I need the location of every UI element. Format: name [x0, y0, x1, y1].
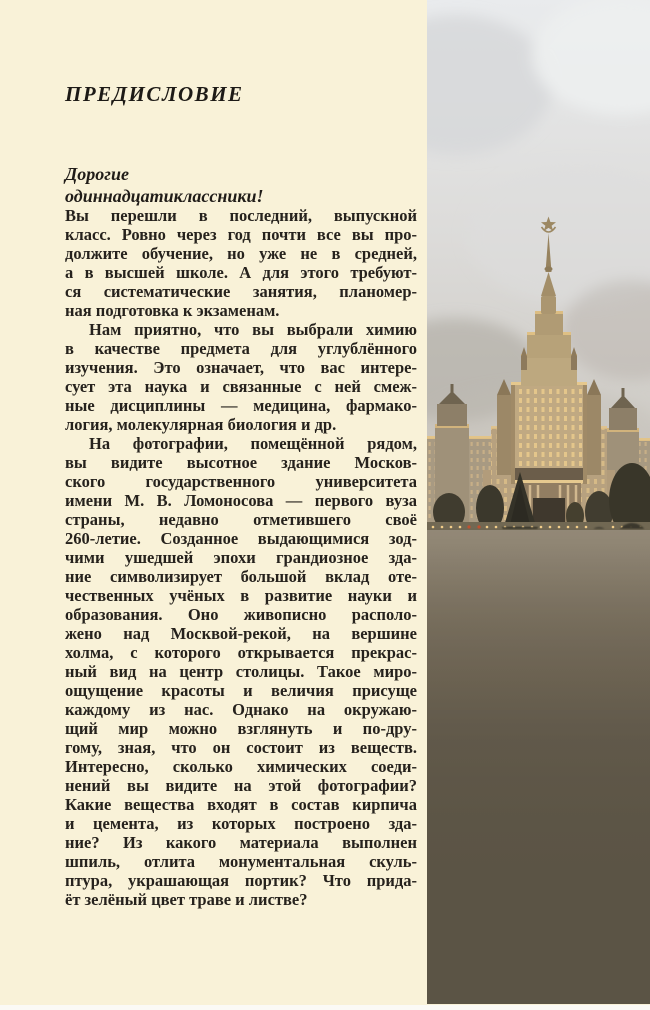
text-line: нений вы видите на этой фотографии?	[65, 776, 417, 795]
water-murk	[427, 545, 650, 1004]
text-line: ся систематические занятия, планомер-	[65, 282, 417, 301]
salutation-line: Дорогие	[65, 164, 129, 184]
text-line: должите обучение, но уже не в средней,	[65, 244, 417, 263]
paragraph	[65, 206, 417, 320]
text-line: шпиль, отлита монументальная скуль-	[65, 852, 417, 871]
text-line: ёт зелёный цвет траве и листве?	[65, 890, 308, 909]
text-line: Вы перешли в последний, выпускной	[65, 206, 417, 225]
body-text	[65, 206, 417, 909]
paragraph	[65, 434, 417, 909]
text-line: щий мир можно взглянуть и по-дру-	[65, 719, 417, 738]
msu-building-photo	[427, 0, 650, 1004]
text-line: холма, с которого открывается прекрас-	[65, 643, 417, 662]
text-line: чими ушедшей эпохи грандиозное зда-	[65, 548, 417, 567]
text-line: ные дисциплины — медицина, фармако-	[65, 396, 417, 415]
text-line: Нам приятно, что вы выбрали химию	[89, 320, 417, 339]
text-line: ние символизирует большой вклад оте-	[65, 567, 417, 586]
text-line: птура, украшающая портик? Что прида-	[65, 871, 417, 890]
text-line: класс. Ровно через год почти все вы про-	[65, 225, 417, 244]
text-line: логия, молекулярная биология и др.	[65, 415, 337, 434]
text-line: чественных учёных в развитие науки и	[65, 586, 417, 605]
text-line: ная подготовка к экзаменам.	[65, 301, 280, 320]
salutation	[65, 163, 263, 207]
salutation-line: одиннадцатиклассники!	[65, 186, 264, 206]
entrance	[533, 498, 565, 524]
text-line: жено над Москвой-рекой, на вершине	[65, 624, 417, 643]
text-line: ского государственного университета	[65, 472, 417, 491]
text-line: имени М. В. Ломоносова — первого вуза	[65, 491, 417, 510]
text-line: сует эта наука и связанные с ней смеж-	[65, 377, 417, 396]
msu-photo-illustration	[427, 0, 650, 1004]
text-line: а в высшей школе. А для этого требуют-	[65, 263, 417, 282]
text-line: ощущение красоты и величия присуще	[65, 681, 417, 700]
text-line: 260-летие. Созданное выдающимися зод-	[65, 529, 417, 548]
text-line: Какие вещества входят в состав кирпича	[65, 795, 417, 814]
text-line: вы видите высотное здание Москов-	[65, 453, 417, 472]
text-line: каждому из нас. Однако на окружаю-	[65, 700, 417, 719]
text-line: страны, недавно отметившего своё	[65, 510, 417, 529]
text-line: гому, зная, что он состоит из веществ.	[65, 738, 417, 757]
text-line: Интересно, сколько химических соеди-	[65, 757, 417, 776]
text-line: ный вид на центр столицы. Такое миро-	[65, 662, 417, 681]
text-line: На фотографии, помещённой рядом,	[89, 434, 417, 453]
page-title: ПРЕДИСЛОВИЕ	[65, 82, 244, 106]
text-line: образования. Оно живописно располо-	[65, 605, 417, 624]
text-line: изучения. Это означает, что вас интере-	[65, 358, 417, 377]
text-line: и цемента, из которых построено зда-	[65, 814, 417, 833]
text-line: в качестве предмета для углублённого	[65, 339, 417, 358]
paragraph	[65, 320, 417, 434]
text-line: ние? Из какого материала выполнен	[65, 833, 417, 852]
